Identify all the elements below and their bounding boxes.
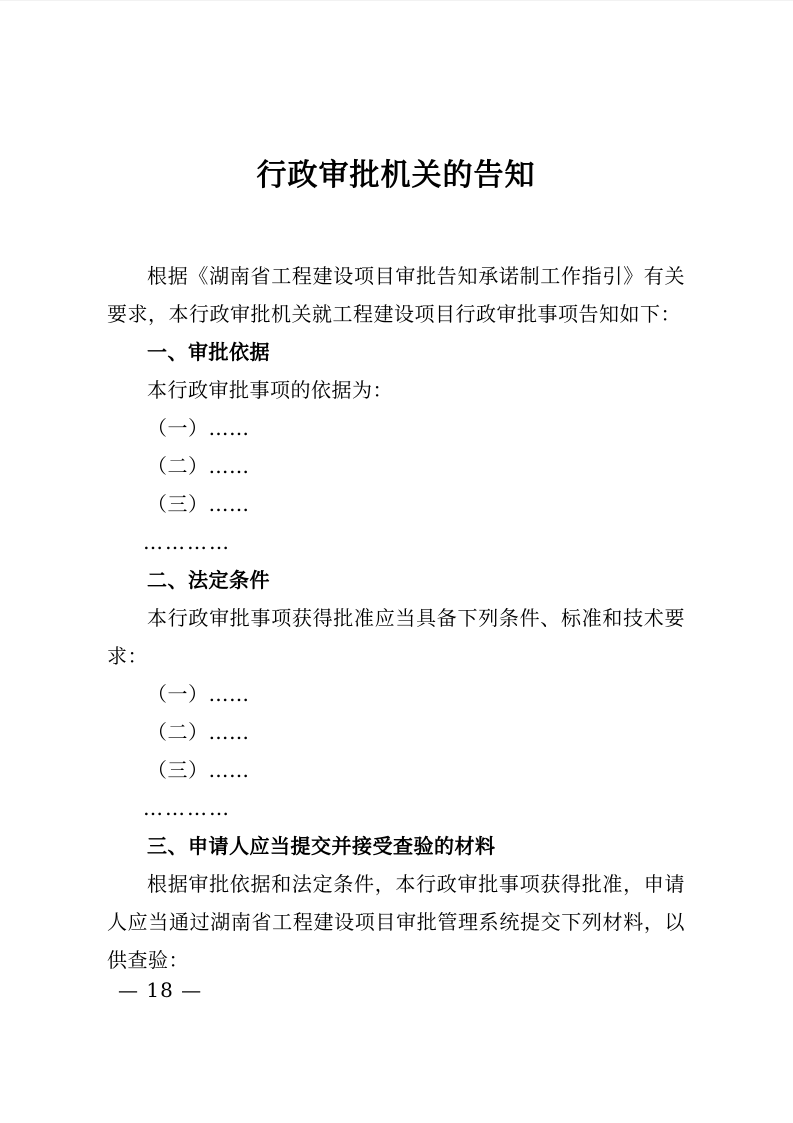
document-content [107,153,685,979]
section-heading-2: 二、法定条件 [147,568,270,592]
list-item: （一）…… [147,416,250,440]
paragraph-section-1: 本行政审批事项的依据为： [147,378,393,402]
document-title: 行政审批机关的告知 [256,158,536,193]
list-item: （一）…… [147,682,250,706]
paragraph-section-3: 根据审批依据和法定条件，本行政审批事项获得批准，申请人应当通过湖南省工程建设项目审批管理系统提交下列材料，以供查验： [107,872,685,972]
ellipsis-line: ………… [143,796,231,820]
section-heading-1: 一、审批依据 [147,340,270,364]
list-item: （二）…… [147,720,250,744]
list-item: （三）…… [147,758,250,782]
paragraph-section-2: 本行政审批事项获得批准应当具备下列条件、标准和技术要求： [107,606,685,668]
document-body [107,257,685,979]
list-item: （三）…… [147,492,250,516]
paragraph-intro: 根据《湖南省工程建设项目审批告知承诺制工作指引》有关要求，本行政审批机关就工程建设项目行政审批事项告知如下： [107,264,685,326]
page-number: — 18 — [118,978,203,1002]
ellipsis-line: ………… [143,530,231,554]
list-item: （二）…… [147,454,250,478]
section-heading-3: 三、申请人应当提交并接受查验的材料 [147,834,496,858]
